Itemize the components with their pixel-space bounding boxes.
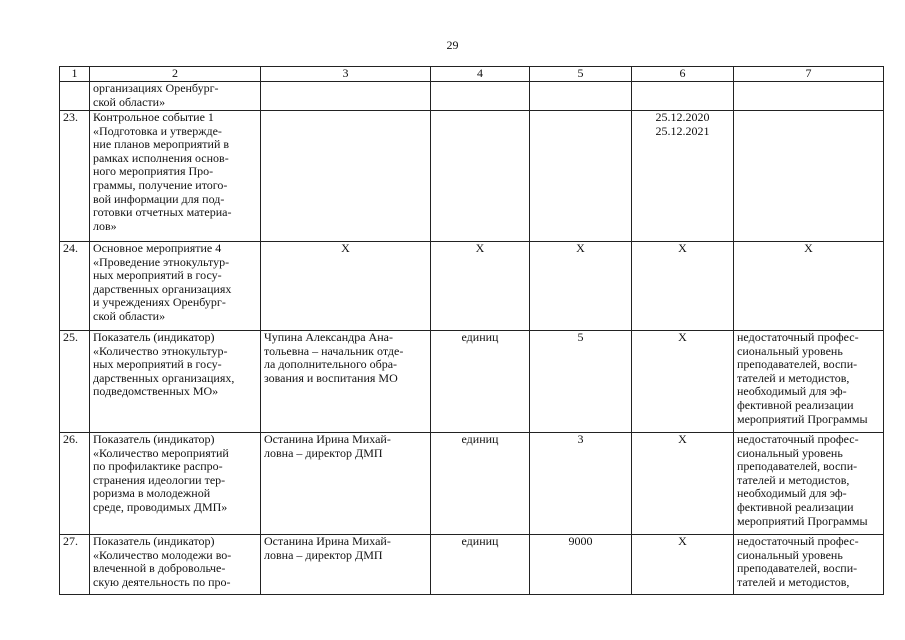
row-unit: единиц [431,535,530,595]
row-unit [431,111,530,242]
header-row [60,67,884,82]
row-value: 5 [530,331,632,433]
header-cell: 4 [431,67,530,82]
row-value: Х [530,242,632,331]
header-cell: 5 [530,67,632,82]
row-unit: Х [431,242,530,331]
row-value: 3 [530,433,632,535]
program-table [59,66,884,595]
row-responsible [261,111,431,242]
row-number [60,82,90,111]
row-risk: недостаточный профес- сиональный уровень преподавателей, воспи- тателей и методистов, необходимый для эф- фективной реализации мероприятий Программы [734,433,884,535]
row-number: 25. [60,331,90,433]
row-date: Х [632,433,734,535]
table-row [60,331,884,433]
table-row [60,242,884,331]
row-date: 25.12.2020 25.12.2021 [632,111,734,242]
row-responsible: Останина Ирина Михай- ловна – директор ДМП [261,433,431,535]
row-date: Х [632,331,734,433]
row-number: 23. [60,111,90,242]
table-row [60,82,884,111]
row-value [530,82,632,111]
row-unit: единиц [431,331,530,433]
row-name: Контрольное событие 1 «Подготовка и утвержде- ние планов мероприятий в рамках исполнения основ- ного мероприятия Про- граммы, получение итого- вой информации для под- готовки отчетных материа- лов» [90,111,261,242]
row-date [632,82,734,111]
row-value: 9000 [530,535,632,595]
page-number: 29 [446,38,459,52]
row-risk: недостаточный профес- сиональный уровень преподавателей, воспи- тателей и методистов, необходимый для эф- фективной реализации мероприятий Программы [734,331,884,433]
row-number: 26. [60,433,90,535]
row-risk [734,111,884,242]
row-name: организациях Оренбург- ской области» [90,82,261,111]
row-name: Показатель (индикатор) «Количество молодежи во- влеченной в добровольче- скую деятельность по про- [90,535,261,595]
row-number: 24. [60,242,90,331]
header-cell: 2 [90,67,261,82]
row-risk: недостаточный профес- сиональный уровень преподавателей, воспи- тателей и методистов, [734,535,884,595]
table-row [60,535,884,595]
row-date: Х [632,242,734,331]
row-name: Показатель (индикатор) «Количество этнокультур- ных мероприятий в госу- дарственных организациях, подведомственных МО» [90,331,261,433]
row-responsible: Х [261,242,431,331]
header-cell: 7 [734,67,884,82]
row-responsible: Останина Ирина Михай- ловна – директор ДМП [261,535,431,595]
row-unit: единиц [431,433,530,535]
header-cell: 1 [60,67,90,82]
row-value [530,111,632,242]
table-row [60,111,884,242]
row-risk [734,82,884,111]
table-row [60,433,884,535]
row-responsible: Чупина Александра Ана- тольевна – начальник отде- ла дополнительного обра- зования и воспитания МО [261,331,431,433]
header-cell: 3 [261,67,431,82]
header-cell: 6 [632,67,734,82]
row-risk: Х [734,242,884,331]
row-responsible [261,82,431,111]
row-number: 27. [60,535,90,595]
row-unit [431,82,530,111]
row-date: Х [632,535,734,595]
row-name: Показатель (индикатор) «Количество мероприятий по профилактике распро- странения идеологии тер- роризма в молодежной среде, проводимых ДМП» [90,433,261,535]
row-name: Основное мероприятие 4 «Проведение этнокультур- ных мероприятий в госу- дарственных организациях и учреждениях Оренбург- ской области» [90,242,261,331]
